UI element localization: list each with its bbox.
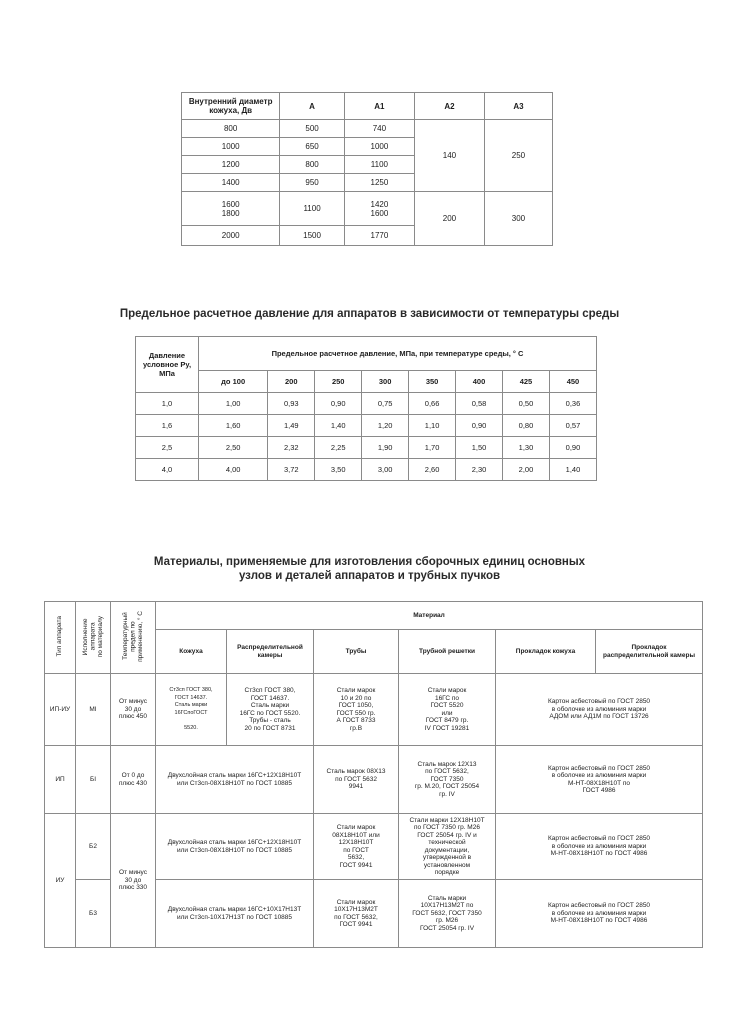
cell-a3-group1: 250	[484, 120, 552, 192]
cell-value: 0,80	[503, 415, 550, 437]
cell-a: 500	[280, 120, 345, 138]
cell-type: ИП-ИУ	[45, 674, 76, 746]
pressure-table	[135, 336, 597, 481]
header-material: Материал	[156, 602, 703, 630]
cell-tube-sheet: Сталь марки 10Х17Н13М2Т по ГОСТ 5632, ГОСТ 7350 гр. М26 ГОСТ 25054 гр. IV	[399, 880, 496, 948]
cell-diameter: 1200	[182, 156, 280, 174]
cell-value: 0,66	[409, 393, 456, 415]
table-row	[136, 393, 597, 415]
cell-pressure: 4,0	[136, 459, 199, 481]
header-tubes: Трубы	[314, 630, 399, 674]
header-temp: 450	[549, 371, 596, 393]
cell-value: 0,90	[456, 415, 503, 437]
cell-diameter: 2000	[182, 226, 280, 246]
cell-a1: 1100	[344, 156, 414, 174]
cell-a1: 1000	[344, 138, 414, 156]
cell-a: 1100	[280, 192, 345, 226]
cell-value: 4,00	[199, 459, 268, 481]
cell-value: 1,40	[315, 415, 362, 437]
cell-type: ИУ	[45, 814, 76, 948]
cell-value: 1,49	[268, 415, 315, 437]
cell-diameter: 1600 1800	[182, 192, 280, 226]
header-temp: 250	[315, 371, 362, 393]
cell-tubes: Стали марок 10 и 20 по ГОСТ 1050, ГОСТ 550 гр. А ГОСТ 8733 гр.В	[314, 674, 399, 746]
cell-value: 1,00	[199, 393, 268, 415]
table-row	[136, 415, 597, 437]
pressure-table-title: Предельное расчетное давление для аппаратов в зависимости от температуры среды	[119, 308, 620, 320]
cell-a: 800	[280, 156, 345, 174]
cell-value: 1,10	[409, 415, 456, 437]
header-inner-diameter: Внутренний диаметр кожуха, Дв	[182, 93, 280, 120]
cell-a3-group2: 300	[484, 192, 552, 246]
header-limit-pressure: Предельное расчетное давление, МПа, при температуре среды, ° С	[199, 337, 597, 371]
cell-a1: 1250	[344, 174, 414, 192]
cell-a1: 740	[344, 120, 414, 138]
cell-value: 1,20	[362, 415, 409, 437]
cell-shell-chamber: Двухслойная сталь марки 16ГС+12Х18Н10Т или Ст3сп-08Х18Н10Т по ГОСТ 10885	[156, 746, 314, 814]
cell-pressure: 1,6	[136, 415, 199, 437]
header-a: А	[280, 93, 345, 120]
cell-execution: БI	[76, 746, 111, 814]
table-row	[136, 459, 597, 481]
materials-table-title: Материалы, применяемые для изготовления сборочных единиц основных узлов и деталей аппаратов и трубных пучков	[153, 556, 586, 582]
header-shell: Кожуха	[156, 630, 227, 674]
header-chamber-gasket: Прокладок распределительной камеры	[596, 630, 703, 674]
cell-tubes: Стали марок 10Х17Н13М2Т по ГОСТ 5632, ГОСТ 9941	[314, 880, 399, 948]
table-header-row	[45, 602, 703, 630]
table-row	[45, 746, 703, 814]
cell-a: 1500	[280, 226, 345, 246]
cell-value: 0,57	[549, 415, 596, 437]
cell-a2-group1: 140	[414, 120, 484, 192]
table-row	[182, 120, 553, 138]
cell-pressure: 2,5	[136, 437, 199, 459]
header-apparatus-type: Тип аппарата	[45, 602, 76, 674]
cell-value: 0,36	[549, 393, 596, 415]
cell-value: 1,40	[549, 459, 596, 481]
header-temp: 425	[503, 371, 550, 393]
materials-table	[44, 601, 703, 948]
cell-value: 0,50	[503, 393, 550, 415]
cell-gaskets: Картон асбестовый по ГОСТ 2850 в оболочке из алюминия марки М-НТ-08Х18Н10Т по ГОСТ 4986	[496, 746, 703, 814]
cell-shell-chamber: Двухслойная сталь марки 16ГС+10Х17Н13Т или Ст3сп-10Х17Н13Т по ГОСТ 10885	[156, 880, 314, 948]
header-conditional-pressure: Давление условное Ру, МПа	[136, 337, 199, 393]
header-tube-sheet: Трубной решетки	[399, 630, 496, 674]
cell-a: 950	[280, 174, 345, 192]
cell-value: 0,90	[315, 393, 362, 415]
header-a1: А1	[344, 93, 414, 120]
cell-shell-chamber: Двухслойная сталь марки 16ГС+12Х18Н10Т или Ст3сп-08Х18Н10Т по ГОСТ 10885	[156, 814, 314, 880]
cell-value: 2,50	[199, 437, 268, 459]
cell-value: 0,75	[362, 393, 409, 415]
cell-value: 1,90	[362, 437, 409, 459]
table-row	[45, 674, 703, 746]
cell-value: 1,60	[199, 415, 268, 437]
table-row	[182, 192, 553, 226]
table-row	[136, 437, 597, 459]
dimensions-table	[181, 92, 553, 246]
cell-value: 0,90	[549, 437, 596, 459]
cell-tube-sheet: Стали марок 16ГС по ГОСТ 5520 или ГОСТ 8479 гр. IV ГОСТ 19281	[399, 674, 496, 746]
header-temp: до 100	[199, 371, 268, 393]
header-temp: 350	[409, 371, 456, 393]
header-temp: 200	[268, 371, 315, 393]
cell-value: 2,00	[503, 459, 550, 481]
cell-temp: От минус 30 до плюс 450	[111, 674, 156, 746]
cell-value: 3,00	[362, 459, 409, 481]
cell-value: 0,58	[456, 393, 503, 415]
cell-pressure: 1,0	[136, 393, 199, 415]
cell-chamber: Ст3сп ГОСТ 380, ГОСТ 14637. Сталь марки 16ГС по ГОСТ 5520. Трубы - сталь 20 по ГОСТ 8731	[227, 674, 314, 746]
cell-temp: От 0 до плюс 430	[111, 746, 156, 814]
table-header-row	[136, 337, 597, 371]
cell-tubes: Стали марок 08Х18Н10Т или 12Х18Н10Т по ГОСТ 5632, ГОСТ 9941	[314, 814, 399, 880]
cell-execution: МI	[76, 674, 111, 746]
cell-value: 1,70	[409, 437, 456, 459]
table-header-row	[182, 93, 553, 120]
header-shell-gasket: Прокладок кожуха	[496, 630, 596, 674]
cell-execution: Б3	[76, 880, 111, 948]
cell-value: 0,93	[268, 393, 315, 415]
cell-diameter: 1400	[182, 174, 280, 192]
cell-gaskets: Картон асбестовый по ГОСТ 2850 в оболочке из алюминия марки М-НТ-08Х18Н10Т по ГОСТ 4986	[496, 814, 703, 880]
cell-gaskets: Картон асбестовый по ГОСТ 2850 в оболочке из алюминия марки АДОМ или АД1М по ГОСТ 13726	[496, 674, 703, 746]
cell-value: 1,50	[456, 437, 503, 459]
cell-a1: 1420 1600	[344, 192, 414, 226]
cell-tubes: Сталь марок 08Х13 по ГОСТ 5632 9941	[314, 746, 399, 814]
cell-value: 1,30	[503, 437, 550, 459]
cell-value: 2,60	[409, 459, 456, 481]
cell-a: 650	[280, 138, 345, 156]
header-temp: 300	[362, 371, 409, 393]
cell-diameter: 1000	[182, 138, 280, 156]
header-temp-limit: Температурный предел по применению, ° С	[111, 602, 156, 674]
cell-value: 3,72	[268, 459, 315, 481]
header-a2: А2	[414, 93, 484, 120]
cell-tube-sheet: Стали марки 12Х18Н10Т по ГОСТ 7350 гр. М26 ГОСТ 25054 гр. IV и технической документации, утвержденной в установленном порядке	[399, 814, 496, 880]
header-a3: А3	[484, 93, 552, 120]
cell-gaskets: Картон асбестовый по ГОСТ 2850 в оболочке из алюминия марки М-НТ-08Х18Н10Т по ГОСТ 4986	[496, 880, 703, 948]
cell-execution: Б2	[76, 814, 111, 880]
cell-shell: Ст3сп ГОСТ 380, ГОСТ 14637. Сталь марки 16ГСпоГОСТ 5520.	[156, 674, 227, 746]
cell-value: 2,32	[268, 437, 315, 459]
cell-value: 2,25	[315, 437, 362, 459]
cell-value: 3,50	[315, 459, 362, 481]
cell-a1: 1770	[344, 226, 414, 246]
cell-value: 2,30	[456, 459, 503, 481]
header-execution: Исполнение аппарата по материалу	[76, 602, 111, 674]
cell-tube-sheet: Сталь марок 12Х13 по ГОСТ 5632, ГОСТ 7350 гр. М.20, ГОСТ 25054 гр. IV	[399, 746, 496, 814]
cell-type: ИП	[45, 746, 76, 814]
cell-temp: От минус 30 до плюс 330	[111, 814, 156, 948]
table-row	[45, 814, 703, 880]
header-chamber: Распределительной камеры	[227, 630, 314, 674]
table-header-row	[136, 371, 597, 393]
cell-diameter: 800	[182, 120, 280, 138]
header-temp: 400	[456, 371, 503, 393]
cell-a2-group2: 200	[414, 192, 484, 246]
